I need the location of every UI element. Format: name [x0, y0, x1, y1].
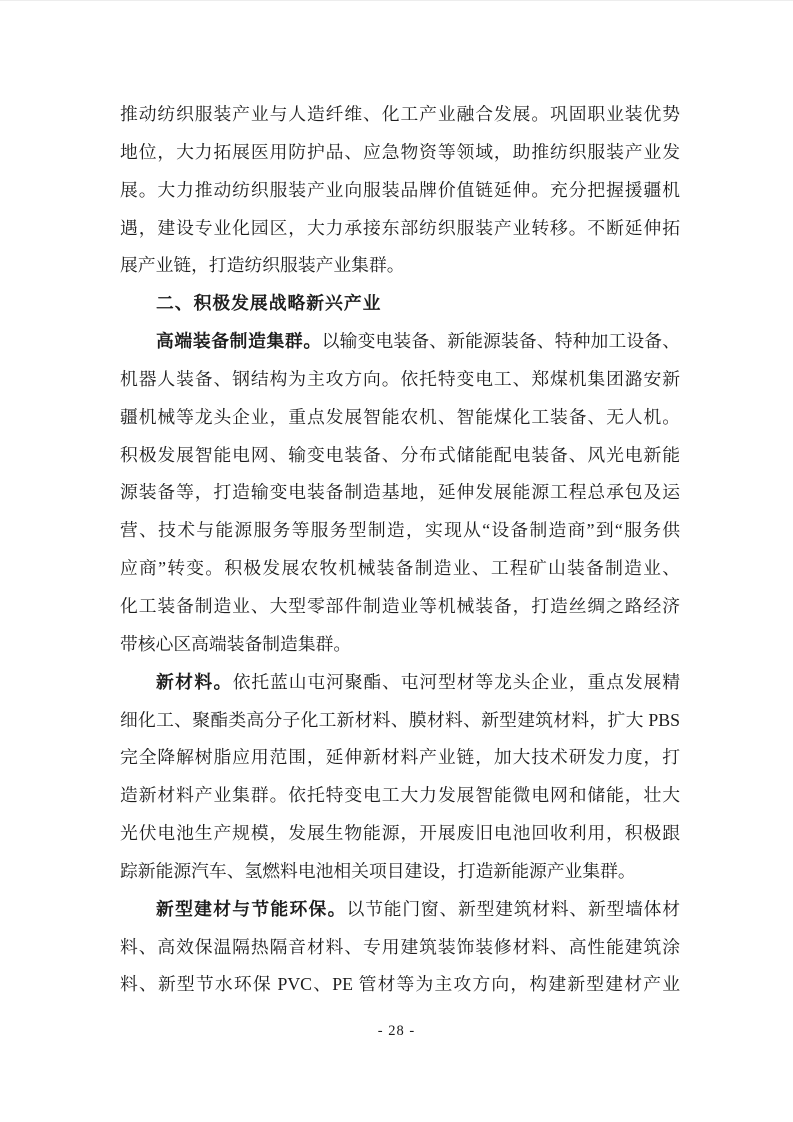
text-line: [120, 929, 680, 967]
line-text: 展。大力推动纺织服装产业向服装品牌价值链延伸。充分把握援疆机: [120, 179, 680, 200]
line-text: 积极发展智能电网、输变电装备、分布式储能配电装备、风光电新能: [120, 444, 680, 465]
line-text: 以节能门窗、新型建筑材料、新型墙体材: [346, 898, 680, 919]
text-line: [120, 474, 680, 512]
line-text: 料、新型节水环保 PVC、PE 管材等为主攻方向，构建新型建材产业: [120, 974, 680, 995]
text-line: [120, 96, 680, 134]
line-text: 化工装备制造业、大型零部件制造业等机械装备，打造丝绸之路经济: [120, 595, 680, 616]
line-bold-lead: 二、积极发展战略新兴产业: [156, 293, 382, 314]
line-text: 遇，建设专业化园区，大力承接东部纺织服装产业转移。不断延伸拓: [120, 217, 680, 238]
text-line: [120, 966, 680, 1004]
text-line: [120, 664, 680, 702]
text-line: [120, 777, 680, 815]
line-text: 带核心区高端装备制造集群。: [120, 633, 352, 654]
text-line: [120, 399, 680, 437]
text-line: [120, 702, 680, 740]
line-bold-lead: 新材料。: [156, 671, 233, 692]
text-line: [120, 891, 680, 929]
page-number: - 28 -: [377, 1023, 416, 1039]
text-line: [120, 361, 680, 399]
line-text: 机器人装备、钢结构为主攻方向。依托特变电工、郑煤机集团潞安新: [120, 368, 680, 389]
line-text: 依托蓝山屯河聚酯、屯河型材等龙头企业，重点发展精: [232, 671, 680, 692]
text-line: [120, 512, 680, 550]
text-line: [120, 588, 680, 626]
text-line: [120, 626, 680, 664]
line-text: 源装备等，打造输变电装备制造基地，延伸发展能源工程总承包及运: [120, 482, 680, 503]
line-text: 推动纺织服装产业与人造纤维、化工产业融合发展。巩固职业装优势: [120, 104, 680, 124]
line-text: 地位，大力拓展医用防护品、应急物资等领域，助推纺织服装产业发: [120, 141, 680, 162]
text-line: [120, 739, 680, 777]
line-text: 以输变电装备、新能源装备、特种加工设备、: [321, 331, 680, 352]
text-line: [120, 210, 680, 248]
text-line: [120, 247, 680, 285]
line-text: 细化工、聚酯类高分子化工新材料、膜材料、新型建筑材料，扩大 PBS: [120, 709, 680, 730]
line-text: 料、高效保温隔热隔音材料、专用建筑装饰装修材料、高性能建筑涂: [120, 936, 680, 957]
line-text: 疆机械等龙头企业，重点发展智能农机、智能煤化工装备、无人机。: [120, 406, 680, 427]
text-line: [120, 285, 680, 323]
line-text: 展产业链，打造纺织服装产业集群。: [120, 255, 405, 276]
line-text: 营、技术与能源服务等服务型制造，实现从“设备制造商”到“服务供: [120, 520, 680, 541]
line-bold-lead: 高端装备制造集群。: [156, 331, 322, 352]
line-text: 造新材料产业集群。依托特变电工大力发展智能微电网和储能，壮大: [120, 785, 680, 806]
document-body: [120, 96, 680, 1004]
line-text: 光伏电池生产规模，发展生物能源，开展废旧电池回收利用，积极跟: [120, 823, 680, 844]
text-line: [120, 437, 680, 475]
line-bold-lead: 新型建材与节能环保。: [156, 898, 347, 919]
line-text: 踪新能源汽车、氢燃料电池相关项目建设，打造新能源产业集群。: [120, 860, 636, 881]
text-line: [120, 550, 680, 588]
text-line: [120, 323, 680, 361]
text-line: [120, 815, 680, 853]
line-text: 应商”转变。积极发展农牧机械装备制造业、工程矿山装备制造业、: [120, 558, 680, 579]
line-text: 完全降解树脂应用范围，延伸新材料产业链，加大技术研发力度，打: [120, 747, 680, 768]
text-line: [120, 134, 680, 172]
text-line: [120, 853, 680, 891]
text-line: [120, 172, 680, 210]
